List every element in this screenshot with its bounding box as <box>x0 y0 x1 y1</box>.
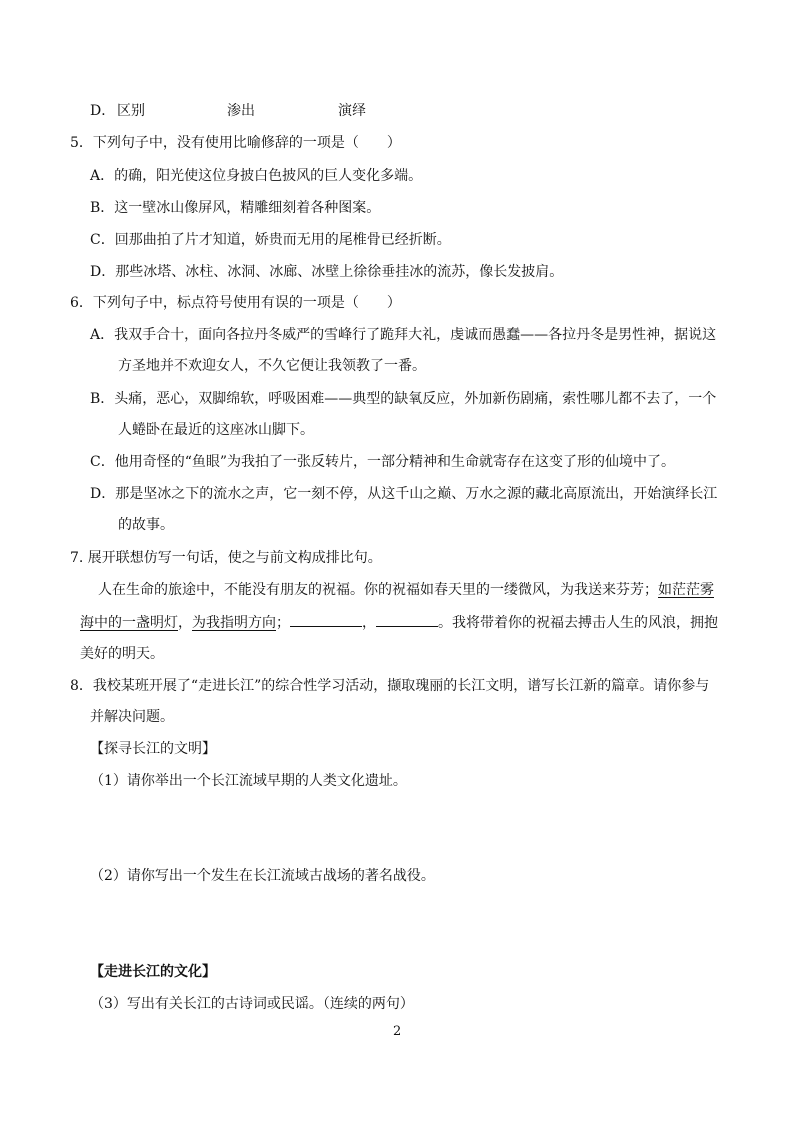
q8-subquestion-2: （2）请你写出一个发生在长江流域古战场的著名战役。 <box>90 868 435 884</box>
q7-paragraph-line1 <box>98 580 714 600</box>
q8-subquestion-3: （3）写出有关长江的古诗词或民谣。（连续的两句） <box>90 996 414 1012</box>
q6-stem: 6．下列句子中，标点符号使用有误的一项是（ ） <box>70 295 401 311</box>
q6-option-b-line1: B．头痛，恶心，双脚绵软，呼吸困难——典型的缺氧反应，外加新伤剧痛，索性哪儿都不去了，一个 <box>90 391 717 407</box>
q8-subquestion-1: （1）请你举出一个长江流域早期的人类文化遗址。 <box>90 773 407 789</box>
q4-option-d-word1: 区别 <box>117 103 145 119</box>
q4-option-d-word2: 渗出 <box>227 103 255 119</box>
q7-text: ； <box>276 615 290 631</box>
q7-text: ， <box>178 615 192 631</box>
q7-text: 人在生命的旅途中，不能没有朋友的祝福。你的祝福如春天里的一缕微风，为我送来芬芳； <box>98 582 658 598</box>
q7-text: 。我将带着你的祝福去搏击人生的风浪，拥抱 <box>438 615 718 631</box>
q8-stem-line2: 并解决问题。 <box>90 709 174 725</box>
q8-section-heading-2: 【走进长江的文化】 <box>90 964 216 980</box>
q7-underlined-text: 为我指明方向 <box>192 615 276 631</box>
q7-answer-blank-2[interactable] <box>376 612 438 627</box>
q7-text: ， <box>362 615 376 631</box>
q5-option-d: D．那些冰塔、冰柱、冰洞、冰廊、冰壁上徐徐垂挂冰的流苏，像长发披肩。 <box>90 264 564 280</box>
q6-option-d-line1: D．那是坚冰之下的流水之声，它一刻不停，从这千山之巅、万水之源的藏北高原流出，开始演绎长江 <box>90 486 718 502</box>
q5-option-b: B．这一壁冰山像屏风，精雕细刻着各种图案。 <box>90 200 381 216</box>
page-number: 2 <box>393 1024 402 1039</box>
q7-answer-blank-1[interactable] <box>290 612 362 627</box>
q4-option-d-word3: 演绎 <box>338 103 366 119</box>
q7-underlined-text: 海中的一盏明灯 <box>80 615 178 631</box>
q7-paragraph-line3: 美好的明天。 <box>80 646 164 662</box>
q7-paragraph-line2 <box>80 612 718 633</box>
q5-option-a: A．的确，阳光使这位身披白色披风的巨人变化多端。 <box>90 168 423 184</box>
q4-option-d-letter: D． <box>90 103 116 119</box>
q6-option-d-line2: 的故事。 <box>118 517 174 533</box>
q6-option-a-line1: A．我双手合十，面向各拉丹冬威严的雪峰行了跪拜大礼，虔诚而愚蠢——各拉丹冬是男性神，据说这 <box>90 327 717 343</box>
q6-option-a-line2: 方圣地并不欢迎女人，不久它便让我领教了一番。 <box>118 358 426 374</box>
q5-stem: 5．下列句子中，没有使用比喻修辞的一项是（ ） <box>70 135 401 151</box>
q4-option-d <box>90 101 490 121</box>
q7-stem: 7. 展开联想仿写一句话，使之与前文构成排比句。 <box>70 550 382 566</box>
q6-option-c: C．他用奇怪的“鱼眼”为我拍了一张反转片，一部分精神和生命就寄存在这变了形的仙境中了。 <box>90 454 676 470</box>
q5-option-c: C．回那曲拍了片才知道，娇贵而无用的尾椎骨已经折断。 <box>90 232 451 248</box>
q6-option-b-line2: 人蜷卧在最近的这座冰山脚下。 <box>118 422 314 438</box>
q7-underlined-text: 如茫茫雾 <box>658 582 714 598</box>
q8-section-heading-1: 【探寻长江的文明】 <box>90 741 216 757</box>
q8-stem-line1: 8．我校某班开展了“走进长江”的综合性学习活动，撷取瑰丽的长江文明，谱写长江新的篇章。请你参与 <box>70 678 710 694</box>
